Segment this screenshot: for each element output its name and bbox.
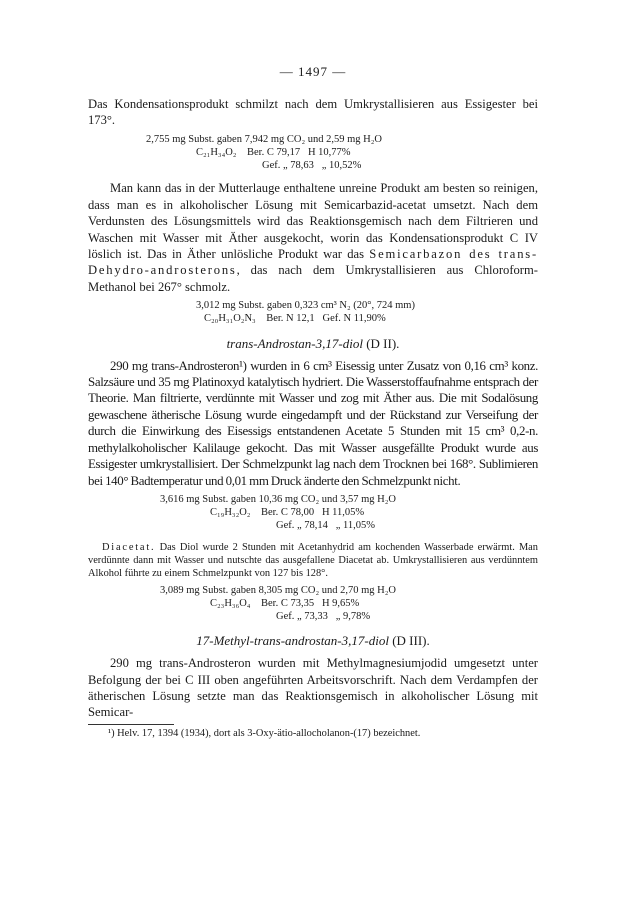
found-values: Gef. „ 73,33 „ 9,78% [276, 610, 371, 622]
analysis-line: 3,012 mg Subst. gaben 0,323 cm³ N₂ (20°, 724 mm) [196, 300, 415, 312]
section-heading-d3 [88, 633, 538, 649]
paragraph-4: 290 mg trans-Androsteron wurden mit Methylmagnesiumjodid umgesetzt unter Befolgung der bei C III oben angeführten Arbeitsvorschrift. Nach dem Verdampfen der ätherischen Lösung setzte man das Reaktionsgemisch in alkoholischer Lösung mit Semicar- [88, 656, 538, 720]
footnote-divider [88, 724, 174, 725]
diacetate-text: Das Diol wurde 2 Stunden mit Acetanhydrid am kochenden Wasserbade erwärmt. Man verdünnte dann mit Wasser und nutschte das ausgefallene Diacetat ab. Umkrystallisieren aus verdünntem Alkohol führte zu einem Schmelzpunkt von 127 bis 128°. [88, 541, 538, 579]
calculated-values: Ber. C 78,00 H 11,05% [260, 507, 365, 519]
analysis-block-2 [88, 299, 538, 325]
heading-compound: 17-Methyl-trans-androstan-3,17-diol [196, 633, 389, 649]
found-values: Gef. „ 78,14 „ 11,05% [276, 520, 376, 532]
analysis-line: 3,089 mg Subst. gaben 8,305 mg CO₂ und 2,70 mg H₂O [160, 584, 396, 596]
calculated-values: Ber. C 79,17 H 10,77% [246, 147, 351, 159]
analysis-line: 2,755 mg Subst. gaben 7,942 mg CO₂ und 2,59 mg H₂O [146, 133, 382, 145]
paragraph-2 [88, 180, 538, 295]
paragraph-1: Das Kondensationsprodukt schmilzt nach dem Umkrystallisieren aus Essigester bei 173°. [88, 97, 538, 128]
page-number: — 1497 — [279, 64, 347, 79]
paragraph-3: 290 mg trans-Androsteron¹) wurden in 6 cm³ Eisessig unter Zusatz von 0,16 cm³ konz. Salzsäure und 35 mg Platinoxyd katalytisch hydriert. Die Wasserstoffaufnahme entsprach der Theorie. Man filtrierte, verdünnte mit Wasser und zog mit Äther aus. Die mit Sodalösung gewaschene ätherische Lösung wurde eingedampft und der Rückstand zur Verseifung der durch die Einwirkung des Eisessigs entstandenen Acetate 5 Stunden mit 15 cm³ 0,2-n. methylalkoholischer Kalilauge gekocht. Das mit Wasser ausgefällte Produkt wurde aus Essigester umkrystallisiert. Der Schmelzpunkt lag nach dem Trocknen bei 168°. Sublimieren bei 140° Badtemperatur und 0,01 mm Druck änderte den Schmelzpunkt nicht. [88, 358, 538, 488]
heading-label: (D II). [366, 335, 400, 351]
molecular-formula: C₂₁H₃₄O₂ [196, 147, 237, 159]
spaced-emphasis: Semicarbazon des trans-Dehydro-androsterons [88, 247, 538, 278]
paragraph-2-text-b: , das nach dem Umkrystallisieren aus Chloroform-Methanol bei 267° schmolz. [88, 263, 538, 294]
section-heading-d2 [88, 336, 538, 352]
analysis-line: 3,616 mg Subst. gaben 10,36 mg CO₂ und 3,57 mg H₂O [160, 493, 396, 505]
calculated-values: Ber. N 12,1 Gef. N 11,90% [266, 313, 386, 325]
paragraph-2-text-a: Man kann das in der Mutterlauge enthaltene unreine Produkt am besten so reinigen, dass man es in alkoholischer Lösung mit Semicarbazid-acetat umsetzt. Nach dem Verdunsten des Lösungsmittels wird das Reaktionsgemisch nach dem Filtrieren und Waschen mit Wasser mit Äther ausgekocht, worin das Kondensationsprodukt C IV löslich ist. Das in Äther unlösliche Produkt war das [88, 181, 538, 262]
molecular-formula: C₁₉H₃₂O₂ [210, 507, 251, 519]
heading-label: (D III). [392, 633, 430, 649]
calculated-values: Ber. C 73,35 H 9,65% [260, 597, 360, 609]
found-values: Gef. „ 78,63 „ 10,52% [262, 160, 362, 172]
analysis-block-3 [88, 493, 538, 533]
analysis-block-4 [88, 584, 538, 624]
molecular-formula: C₂₃H₃₆O₄ [210, 597, 251, 609]
page-content [88, 64, 538, 740]
diacetate-label: Diacetat. [102, 541, 156, 553]
footnote: ¹) Helv. 17, 1394 (1934), dort als 3-Oxy-ätio-allocholanon-(17) bezeichnet. [108, 727, 421, 739]
analysis-block-1 [88, 133, 538, 173]
heading-compound: trans-Androstan-3,17-diol [226, 335, 363, 351]
molecular-formula: C₂₀H₃₁O₂N₃ [204, 313, 256, 325]
diacetate-paragraph [88, 541, 538, 580]
